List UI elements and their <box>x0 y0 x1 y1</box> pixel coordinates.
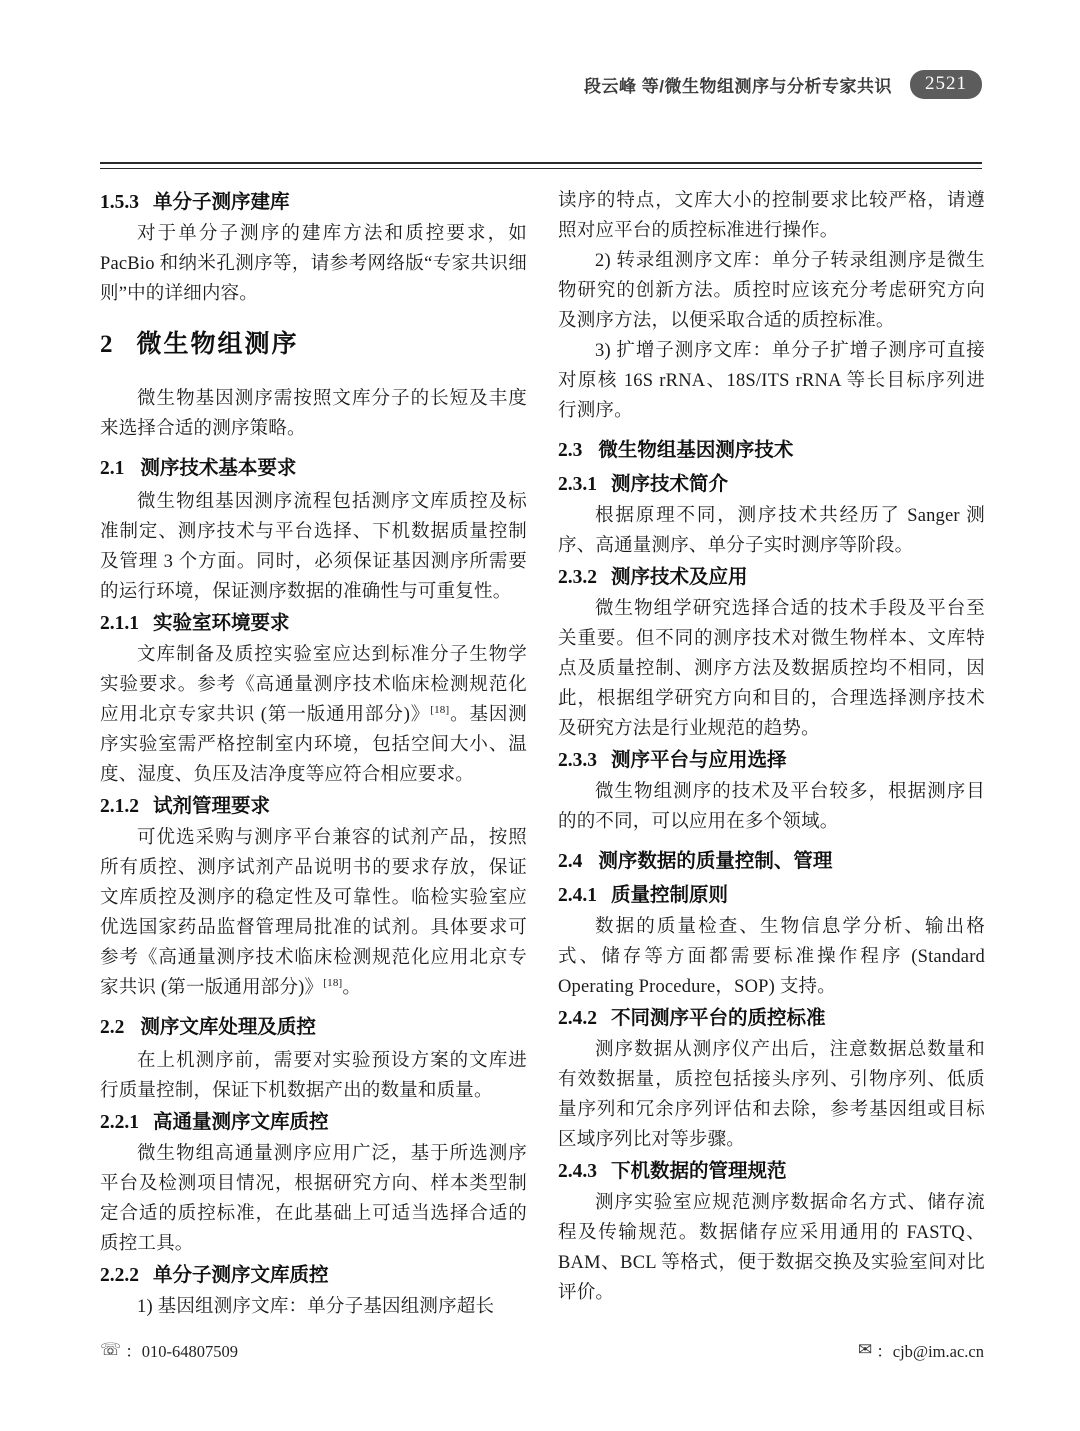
heading-title: 单分子测序建库 <box>153 191 290 213</box>
phone-icon: ☏ <box>100 1340 122 1359</box>
heading-number: 2.3.3 <box>558 750 597 771</box>
section-heading-2.2.1 <box>100 1107 527 1138</box>
heading-title: 高通量测序文库质控 <box>153 1111 329 1133</box>
heading-title: 测序文库处理及质控 <box>140 1016 316 1038</box>
heading-number: 2.1.1 <box>100 613 139 634</box>
heading-title: 下机数据的管理规范 <box>611 1160 787 1182</box>
heading-number: 2.2 <box>100 1017 125 1038</box>
section-heading-2 <box>100 327 527 362</box>
paragraph: 微生物组基因测序流程包括测序文库质控及标准制定、测序技术与平台选择、下机数据质量控制及管理 3 个方面。同时，必须保证基因测序所需要的运行环境，保证测序数据的准确性与可重复性。 <box>100 492 527 602</box>
heading-title: 测序技术简介 <box>611 473 729 495</box>
heading-number: 2.4.2 <box>558 1008 597 1029</box>
left-column <box>100 186 527 1316</box>
header-double-rule <box>100 162 982 169</box>
heading-title: 质量控制原则 <box>611 884 729 906</box>
section-heading-2.1 <box>100 453 527 484</box>
heading-number: 2.1.2 <box>100 796 139 817</box>
right-column <box>558 186 985 1316</box>
paragraph: 微生物组高通量测序应用广泛，基于所选测序平台及检测项目情况，根据研究方向、样本类型制定合适的质控标准，在此基础上可适当选择合适的质控工具。 <box>100 1144 527 1254</box>
heading-title: 测序技术基本要求 <box>140 457 297 479</box>
paragraph: 对于单分子测序的建库方法和质控要求，如 PacBio 和纳米孔测序等，请参考网络版“专家共识细则”中的详细内容。 <box>100 224 527 304</box>
paragraph: 数据的质量检查、生物信息学分析、输出格式、储存等方面都需要标准操作程序 (Standard Operating Procedure，SOP) 支持。 <box>558 917 985 997</box>
heading-title: 微生物组基因测序技术 <box>598 439 794 461</box>
email-contact <box>858 1338 984 1362</box>
running-title: 段云峰 等/微生物组测序与分析专家共识 <box>584 77 892 96</box>
heading-number: 2.4.1 <box>558 885 597 906</box>
envelope-icon: ✉ <box>858 1340 873 1359</box>
heading-number: 2.3.1 <box>558 474 597 495</box>
heading-number: 2.1 <box>100 458 125 479</box>
paragraph: 测序实验室应规范测序数据命名方式、储存流程及传输规范。数据储存应采用通用的 FASTQ、BAM、BCL 等格式，便于数据交换及实验室间对比评价。 <box>558 1193 985 1303</box>
heading-number: 2.4.3 <box>558 1161 597 1182</box>
paragraph: 根据原理不同，测序技术共经历了 Sanger 测序、高通量测序、单分子实时测序等阶段。 <box>558 506 985 556</box>
page-number-badge: 2521 <box>910 70 982 99</box>
section-heading-2.2 <box>100 1012 527 1043</box>
paragraph: 1) 基因组测序文库：单分子基因组测序超长 <box>137 1297 495 1316</box>
section-heading-2.4.3 <box>558 1156 985 1187</box>
paragraph: 微生物基因测序需按照文库分子的长短及丰度来选择合适的测序策略。 <box>100 389 527 439</box>
section-heading-2.4.1 <box>558 880 985 911</box>
page-footer <box>100 1338 984 1362</box>
heading-title: 微生物组测序 <box>136 330 299 358</box>
paragraph: 3) 扩增子测序文库：单分子扩增子测序可直接对原核 16S rRNA、18S/ITS rRNA 等长目标序列进行测序。 <box>558 341 985 421</box>
heading-title: 单分子测序文库质控 <box>153 1264 329 1286</box>
section-heading-2.1.1 <box>100 608 527 639</box>
section-heading-2.3 <box>558 435 985 466</box>
phone-contact <box>100 1338 238 1362</box>
heading-number: 2.3 <box>558 440 583 461</box>
section-heading-2.4 <box>558 846 985 877</box>
citation-superscript: [18] <box>323 976 343 989</box>
heading-title: 测序平台与应用选择 <box>611 749 787 771</box>
heading-number: 2.2.1 <box>100 1112 139 1133</box>
page-header <box>100 70 982 99</box>
paragraph: 在上机测序前，需要对实验预设方案的文库进行质量控制，保证下机数据产出的数量和质量。 <box>100 1051 527 1101</box>
section-heading-2.3.3 <box>558 745 985 776</box>
phone-number: ：010-64807509 <box>125 1342 239 1361</box>
section-heading-2.4.2 <box>558 1003 985 1034</box>
heading-number: 1.5.3 <box>100 192 139 213</box>
section-heading-2.2.2 <box>100 1260 527 1291</box>
heading-title: 测序技术及应用 <box>611 566 748 588</box>
heading-title: 试剂管理要求 <box>153 795 271 817</box>
paragraph: 2) 转录组测序文库：单分子转录组测序是微生物研究的创新方法。质控时应该充分考虑研究方向及测序方法，以便采取合适的质控标准。 <box>558 251 985 331</box>
citation-superscript: [18] <box>430 703 450 716</box>
section-heading-2.3.1 <box>558 469 985 500</box>
heading-number: 2.2.2 <box>100 1265 139 1286</box>
heading-number: 2.3.2 <box>558 567 597 588</box>
heading-title: 不同测序平台的质控标准 <box>611 1007 826 1029</box>
paragraph: 测序数据从测序仪产出后，注意数据总数量和有效数据量，质控包括接头序列、引物序列、低质量序列和冗余序列评估和去除，参考基因组或目标区域序列比对等步骤。 <box>558 1040 985 1150</box>
section-heading-2.1.2 <box>100 791 527 822</box>
paragraph: 微生物组学研究选择合适的技术手段及平台至关重要。但不同的测序技术对微生物样本、文库特点及质量控制、测序方法及数据质控均不相同，因此，根据组学研究方向和目的，合理选择测序技术及研究方法是行业规范的趋势。 <box>558 599 985 739</box>
section-heading-2.3.2 <box>558 562 985 593</box>
heading-number: 2 <box>100 331 113 358</box>
heading-title: 测序数据的质量控制、管理 <box>598 850 833 872</box>
heading-title: 实验室环境要求 <box>153 612 290 634</box>
paragraph: 可优选采购与测序平台兼容的试剂产品，按照所有质控、测序试剂产品说明书的要求存放，保证文库质控及测序的稳定性及可靠性。临检实验室应优选国家药品监督管理局批准的试剂。具体要求可参考《高通量测序技术临床检测规范化应用北京专家共识 (第一版通用部分)》[18]。 <box>100 828 527 998</box>
paragraph: 文库制备及质控实验室应达到标准分子生物学实验要求。参考《高通量测序技术临床检测规范化应用北京专家共识 (第一版通用部分)》[18]。基因测序实验室需严格控制室内环境，包括空间大小、温度、湿度、负压及洁净度等应符合相应要求。 <box>100 645 527 785</box>
section-heading-1.5.3 <box>100 187 527 218</box>
article-body <box>100 186 985 1316</box>
paragraph: 微生物组测序的技术及平台较多，根据测序目的的不同，可以应用在多个领域。 <box>558 782 985 832</box>
paragraph: 读序的特点，文库大小的控制要求比较严格，请遵照对应平台的质控标准进行操作。 <box>558 191 985 241</box>
email-address: ：cjb@im.ac.cn <box>876 1342 984 1361</box>
heading-number: 2.4 <box>558 851 583 872</box>
